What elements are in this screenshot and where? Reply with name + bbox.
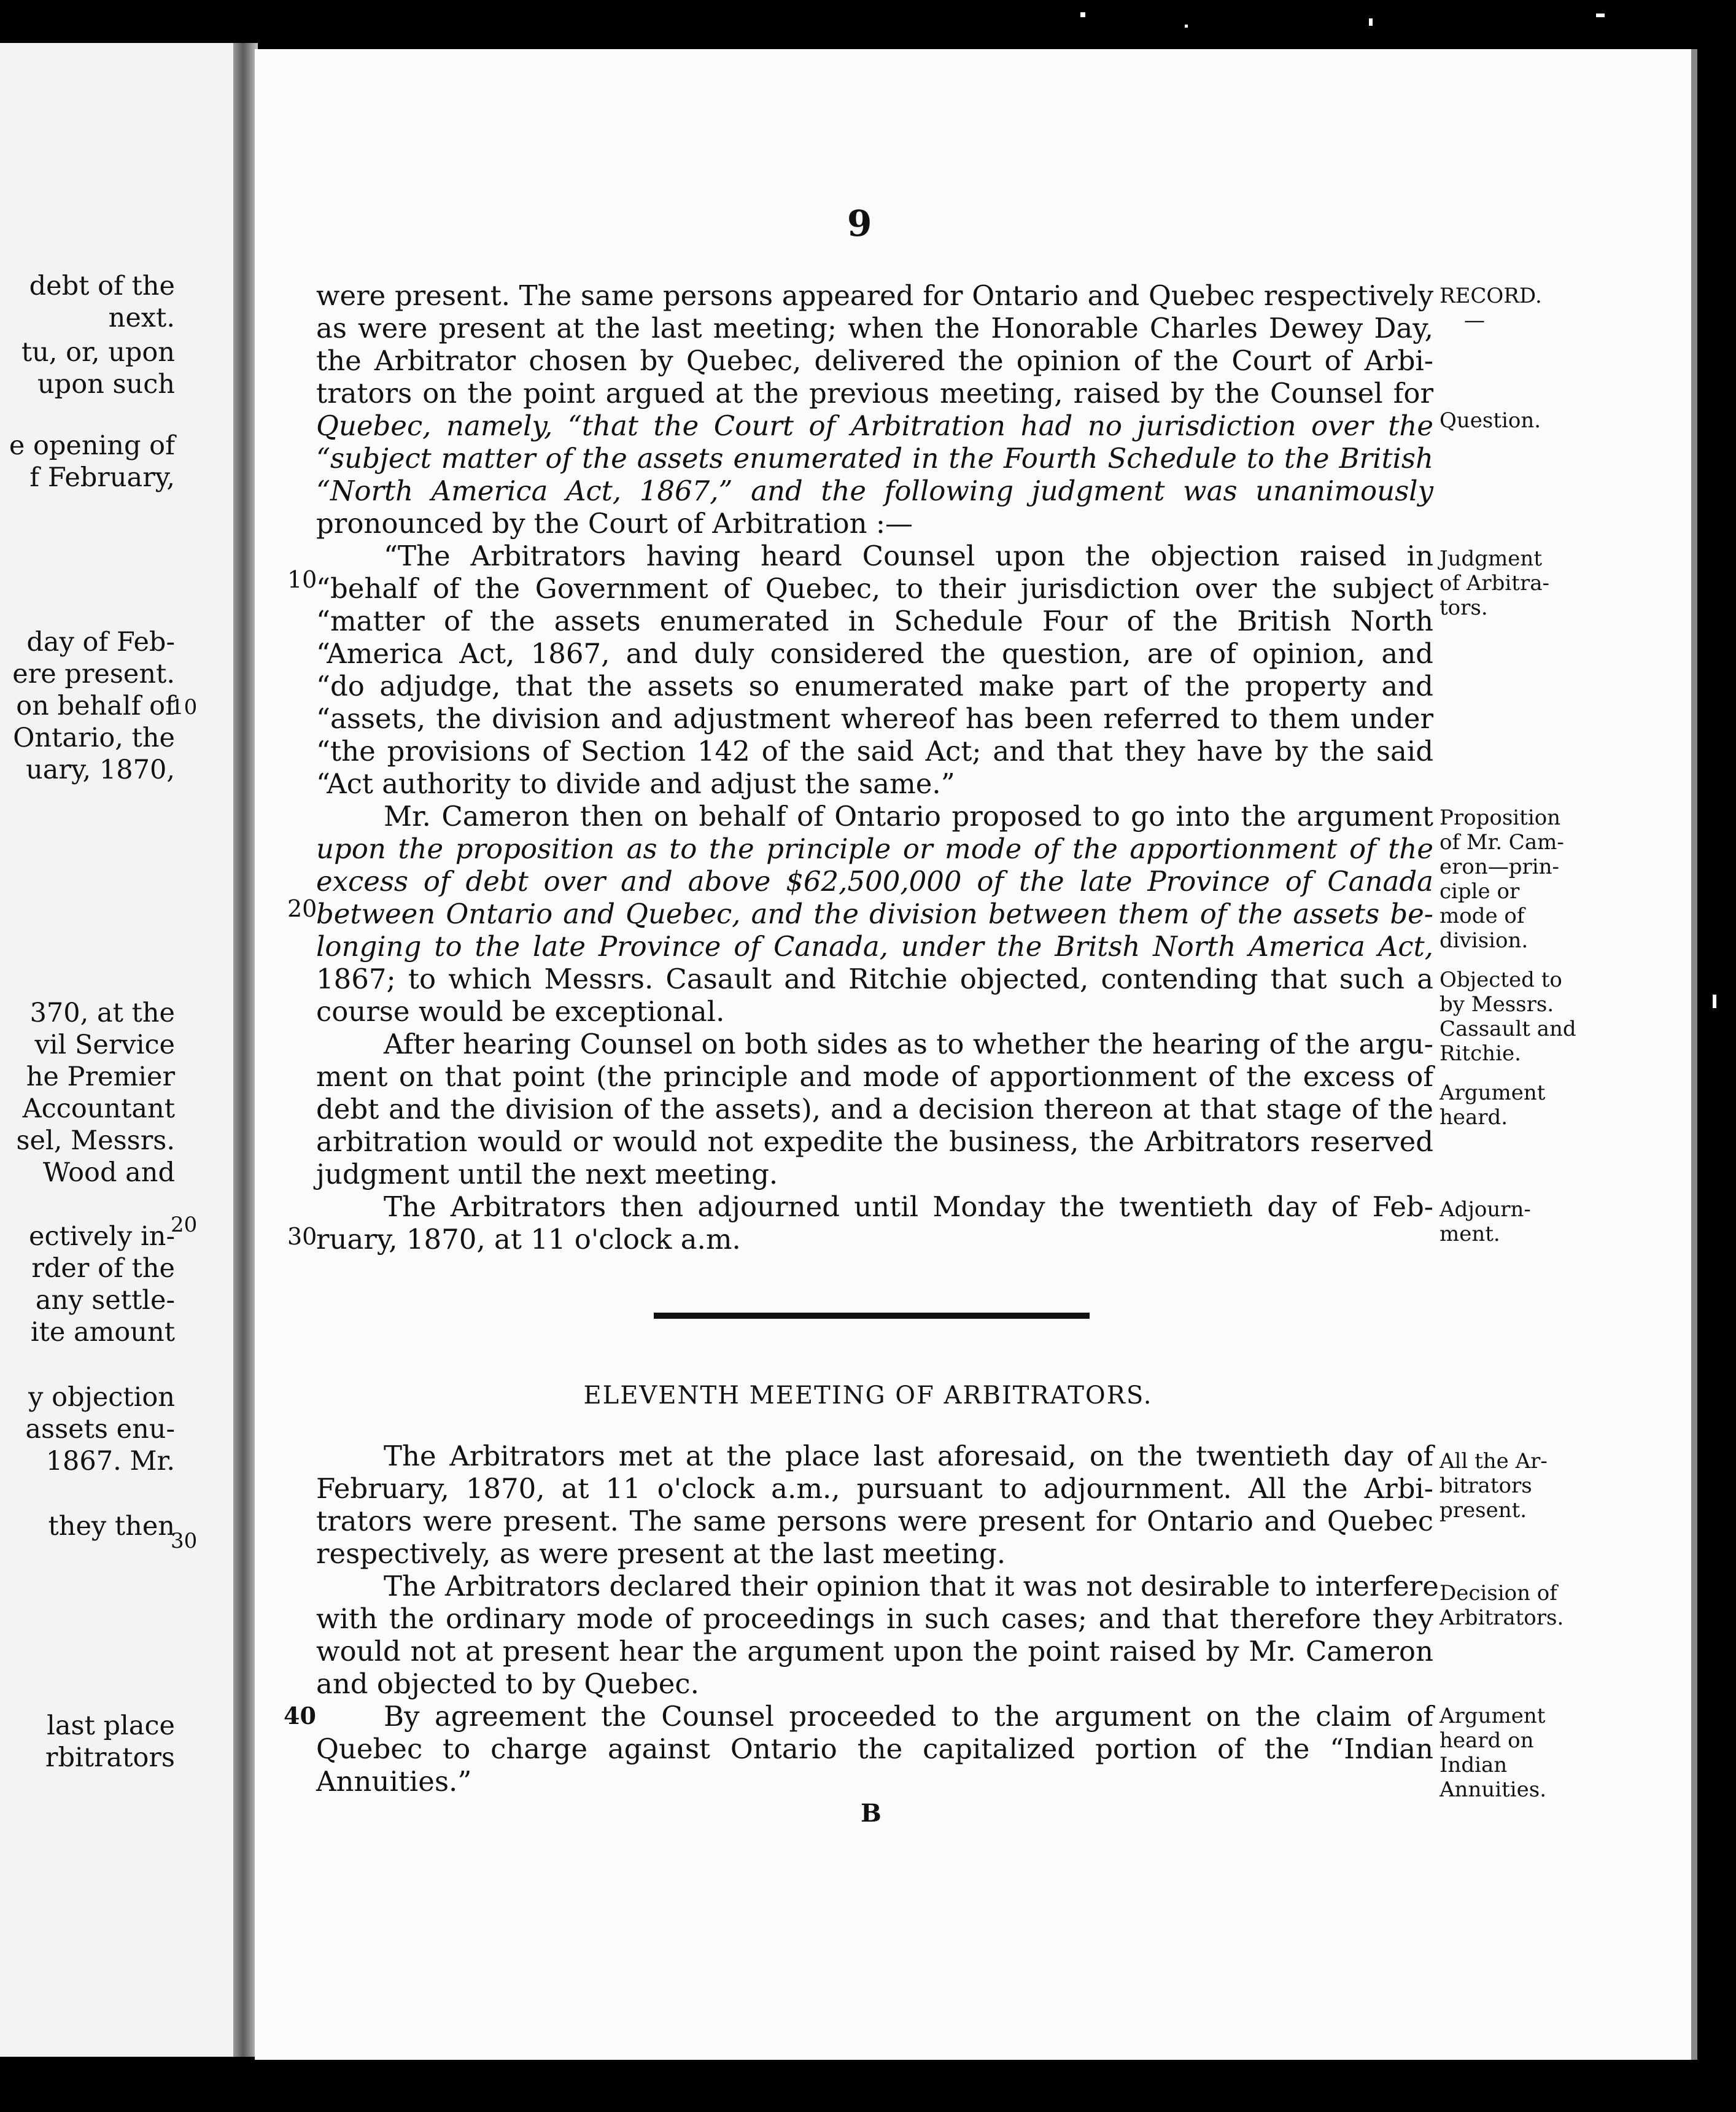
text-line: arbitration would or would not expedite the business, the Arbitrators reserved (316, 1125, 1433, 1158)
line-number: 30 (287, 1223, 317, 1250)
margin-note-line: of Mr. Cam- (1440, 830, 1564, 855)
margin-note (1440, 1081, 1545, 1130)
facing-page-line: any settle- (35, 1285, 175, 1316)
text-line: The Arbitrators then adjourned until Monday the twentieth day of Feb- (384, 1190, 1433, 1223)
margin-note-line: bitrators (1440, 1473, 1532, 1498)
margin-note-line: Adjourn- (1440, 1197, 1531, 1222)
margin-note-line: of Arbitra- (1440, 571, 1549, 596)
margin-note (1440, 1449, 1548, 1523)
margin-note-line: Cassault and (1440, 1017, 1576, 1041)
text-line: upon the proposition as to the principle or mode of the apportionment of the (316, 833, 1433, 865)
margin-note-line: Proposition (1440, 806, 1561, 830)
margin-note-line: Objected to (1440, 968, 1562, 992)
section-rule (654, 1313, 1090, 1319)
margin-note (1440, 1704, 1546, 1802)
text-line: The Arbitrators declared their opinion that it was not desirable to interfere (384, 1570, 1439, 1602)
text-line: “The Arbitrators having heard Counsel upon the objection raised in (384, 540, 1433, 572)
text-line: After hearing Counsel on both sides as to whether the hearing of the argu- (384, 1028, 1433, 1060)
text-line: Mr. Cameron then on behalf of Ontario proposed to go into the argument (384, 800, 1433, 833)
text-line: “Act authority to divide and adjust the same.” (316, 767, 955, 800)
text-line: judgment until the next meeting. (316, 1158, 778, 1190)
margin-note-line: heard on (1440, 1728, 1534, 1753)
margin-note (1440, 408, 1541, 433)
facing-page-line: day of Feb- (26, 627, 175, 658)
section-heading: ELEVENTH MEETING OF ARBITRATORS. (583, 1381, 1153, 1410)
margin-note (1440, 968, 1576, 1066)
facing-page-line: sel, Messrs. (16, 1125, 175, 1156)
text-line: The Arbitrators met at the place last aforesaid, on the twentieth day of (384, 1440, 1433, 1472)
text-line: “do adjudge, that the assets so enumerated make part of the property and (316, 670, 1433, 702)
facing-page-line: ectively in- (29, 1221, 175, 1252)
text-line: “subject matter of the assets enumerated in the Fourth Schedule to the British (316, 442, 1433, 475)
margin-note-line: RECORD. (1440, 284, 1542, 308)
signature-mark: B (861, 1799, 882, 1828)
facing-page-line: on behalf of (16, 691, 175, 721)
text-line: trators on the point argued at the previous meeting, raised by the Counsel for (316, 377, 1433, 410)
paragraph (316, 800, 1433, 1028)
facing-page-fragment (0, 43, 239, 2057)
text-line: the Arbitrator chosen by Quebec, delivered the opinion of the Court of Arbi- (316, 344, 1433, 377)
text-line: “America Act, 1867, and duly considered the question, are of opinion, and (316, 637, 1433, 670)
text-line: ment on that point (the principle and mode of apportionment of the excess of (316, 1060, 1433, 1093)
text-line: with the ordinary mode of proceedings in such cases; and that therefore they (316, 1602, 1433, 1635)
text-line: Annuities.” (316, 1765, 472, 1798)
margin-note-line: Judgment (1440, 546, 1542, 571)
paragraph (316, 279, 1433, 540)
text-line: “behalf of the Government of Quebec, to their jurisdiction over the subject (316, 572, 1433, 605)
facing-page-line: Ontario, the (13, 723, 175, 753)
facing-page-line: vil Service (34, 1030, 175, 1060)
line-number: 10 (287, 566, 317, 593)
margin-note (1440, 546, 1549, 620)
facing-page-line: f February, (29, 462, 175, 493)
margin-note-line: Indian (1440, 1753, 1508, 1777)
text-line: trators were present. The same persons were present for Ontario and Quebec (316, 1505, 1433, 1537)
text-line: longing to the late Province of Canada, under the Britsh North America Act, (316, 930, 1433, 963)
paragraph (316, 1028, 1433, 1190)
text-line: pronounced by the Court of Arbitration :— (316, 507, 913, 540)
margin-note-line: ciple or (1440, 879, 1520, 904)
paragraph (316, 540, 1433, 800)
facing-page-line-number: 20 (171, 1213, 198, 1237)
text-line: would not at present hear the argument upon the point raised by Mr. Cameron (316, 1635, 1433, 1667)
margin-note-line: All the Ar- (1440, 1449, 1548, 1473)
margin-note (1440, 1581, 1564, 1630)
text-line: “assets, the division and adjustment whereof has been referred to them under (316, 702, 1433, 735)
text-line: Quebec, namely, “that the Court of Arbitration had no jurisdiction over the (316, 410, 1433, 442)
text-line: excess of debt over and above $62,500,000 of the late Province of Canada (316, 865, 1433, 898)
text-line: 1867; to which Messrs. Casault and Ritchie objected, contending that such a (316, 963, 1433, 995)
facing-page-line: last place (47, 1710, 175, 1741)
facing-page-line: tu, or, upon (21, 337, 175, 368)
text-line: “the provisions of Section 142 of the said Act; and that they have by the said (316, 735, 1433, 767)
text-line: as were present at the last meeting; when the Honorable Charles Dewey Day, (316, 312, 1433, 344)
margin-note-line: — (1464, 308, 1485, 333)
facing-page-line: upon such (37, 369, 175, 400)
margin-note-line: Decision of (1440, 1581, 1557, 1605)
margin-note-line: ment. (1440, 1222, 1500, 1246)
line-number: 40 (284, 1702, 316, 1730)
text-line: and objected to by Quebec. (316, 1667, 699, 1700)
facing-page-line: debt of the (29, 271, 175, 301)
margin-note-line: Argument (1440, 1704, 1546, 1728)
text-line: respectively, as were present at the last meeting. (316, 1537, 1006, 1570)
margin-note-line: Arbitrators. (1440, 1605, 1564, 1630)
facing-page-line-number: 10 (171, 695, 198, 720)
facing-page-line: 1867. Mr. (45, 1446, 175, 1477)
facing-page-line: he Premier (26, 1062, 175, 1092)
facing-page-line: rbitrators (45, 1742, 175, 1773)
margin-note (1440, 1197, 1531, 1246)
text-line: “matter of the assets enumerated in Schedule Four of the British North (316, 605, 1433, 637)
facing-page-line: ere present. (12, 659, 175, 689)
margin-note-line: Ritchie. (1440, 1041, 1521, 1066)
facing-page-line: ite amount (30, 1317, 175, 1348)
paragraph (316, 1700, 1433, 1798)
facing-page-line: rder of the (31, 1253, 175, 1284)
facing-page-line: assets enu- (25, 1414, 175, 1445)
text-line: between Ontario and Quebec, and the division between them of the assets be- (316, 898, 1433, 930)
margin-note-line: present. (1440, 1498, 1527, 1523)
facing-page-line: e opening of (9, 430, 175, 461)
facing-page-line: Accountant (22, 1093, 175, 1124)
line-number: 20 (287, 895, 317, 922)
paragraph (316, 1570, 1439, 1700)
text-line: debt and the division of the assets), and a decision thereon at that stage of the (316, 1093, 1433, 1125)
page-number: 9 (847, 203, 872, 244)
margin-note-line: Question. (1440, 408, 1541, 433)
facing-page-line: they then (48, 1511, 175, 1542)
margin-note-line: division. (1440, 928, 1529, 953)
book-gutter (233, 43, 258, 2057)
facing-page-line: Wood and (42, 1157, 175, 1188)
page-edge-shadow (1691, 49, 1697, 2060)
text-line: “North America Act, 1867,” and the following judgment was unanimously (316, 475, 1433, 507)
facing-page-line-number: 30 (171, 1529, 198, 1553)
margin-note (1440, 284, 1542, 333)
margin-note-line: heard. (1440, 1105, 1508, 1130)
text-line: February, 1870, at 11 o'clock a.m., pursuant to adjournment. All the Arbi- (316, 1472, 1433, 1505)
text-line: were present. The same persons appeared for Ontario and Quebec respectively (316, 279, 1433, 312)
text-line: By agreement the Counsel proceeded to the argument on the claim of (384, 1700, 1433, 1733)
text-line: course would be exceptional. (316, 995, 725, 1028)
margin-note (1440, 806, 1564, 953)
margin-note-line: Argument (1440, 1081, 1546, 1105)
margin-note-line: Annuities. (1440, 1777, 1547, 1802)
paragraph (316, 1190, 1433, 1256)
margin-note-line: mode of (1440, 904, 1525, 928)
margin-note-line: eron—prin- (1440, 855, 1560, 879)
facing-page-line: 370, at the (29, 998, 175, 1028)
text-line: Quebec to charge against Ontario the capitalized portion of the “Indian (316, 1733, 1433, 1765)
margin-note-line: by Messrs. (1440, 992, 1554, 1017)
margin-note-line: tors. (1440, 596, 1488, 620)
facing-page-line: y objection (28, 1382, 175, 1413)
facing-page-line: next. (108, 303, 175, 333)
text-line: ruary, 1870, at 11 o'clock a.m. (316, 1223, 741, 1256)
facing-page-line: uary, 1870, (26, 755, 175, 785)
paragraph (316, 1440, 1433, 1570)
